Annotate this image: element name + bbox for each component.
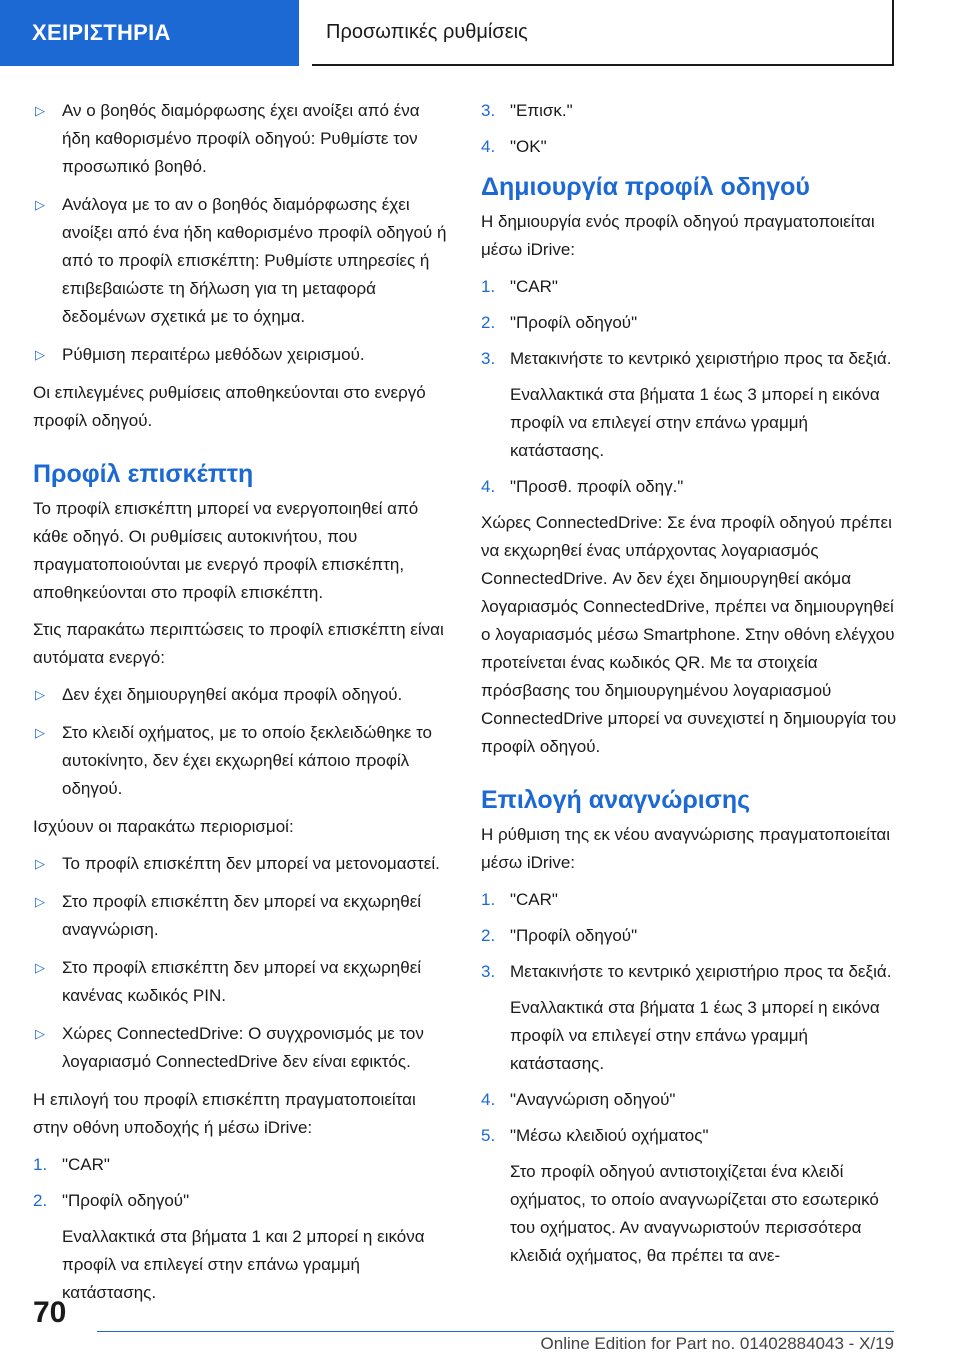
step-number: 3. <box>481 101 496 120</box>
paragraph: Ισχύουν οι παρακάτω περιορισμοί: <box>33 817 294 836</box>
step-item <box>33 1187 451 1215</box>
bullet-text: Στο κλειδί οχήματος, με το οποίο ξεκλειδώθηκε το αυτοκίνητο, δεν έχει εκχωρηθεί κάποιο προφίλ οδηγού. <box>62 723 433 798</box>
bullet-text: Χώρες ConnectedDrive: Ο συγχρονισμός με τον λογαριασμό ConnectedDrive δεν είναι εφικτός. <box>62 1024 424 1071</box>
bullet-text: Στο προφίλ επισκέπτη δεν μπορεί να εκχωρηθεί κανένας κωδικός PIN. <box>62 958 422 1005</box>
triangle-right-icon: ▷ <box>35 197 45 212</box>
step-text: Μετακινήστε το κεντρικό χειριστήριο προς τα δεξιά. <box>510 349 892 368</box>
triangle-right-icon: ▷ <box>35 856 45 871</box>
step-item <box>481 1122 897 1150</box>
list-item <box>33 341 451 369</box>
triangle-right-icon: ▷ <box>35 960 45 975</box>
step-number: 2. <box>33 1191 48 1210</box>
triangle-right-icon: ▷ <box>35 725 45 740</box>
step-note: Εναλλακτικά στα βήματα 1 έως 3 μπορεί η εικόνα προφίλ να επιλεγεί στην επάνω γραμμή κατάστασης. <box>510 385 880 460</box>
list-item <box>33 719 451 803</box>
step-number: 4. <box>481 137 496 156</box>
step-item <box>481 473 897 501</box>
step-number: 1. <box>481 890 496 909</box>
triangle-right-icon: ▷ <box>35 1026 45 1041</box>
step-item <box>33 1151 451 1179</box>
paragraph: Η επιλογή του προφίλ επισκέπτη πραγματοποιείται στην οθόνη υποδοχής ή μέσω iDrive: <box>33 1090 416 1137</box>
step-item <box>481 97 897 125</box>
step-number: 3. <box>481 349 496 368</box>
step-text: "Προφίλ οδηγού" <box>510 926 638 945</box>
footer-divider <box>97 1331 894 1332</box>
step-item <box>481 922 897 950</box>
step-item <box>481 886 897 914</box>
step-text: "Προφίλ οδηγού" <box>62 1191 190 1210</box>
step-text: "OK" <box>510 137 547 156</box>
right-column <box>481 97 897 1278</box>
step-text: Μετακινήστε το κεντρικό χειριστήριο προς τα δεξιά. <box>510 962 892 981</box>
bullet-text: Το προφίλ επισκέπτη δεν μπορεί να μετονομαστεί. <box>62 854 440 873</box>
section-heading-guest-profile: Προφίλ επισκέπτη <box>33 460 254 488</box>
step-item <box>481 133 897 161</box>
page-number: 70 <box>33 1296 67 1329</box>
triangle-right-icon: ▷ <box>35 103 45 118</box>
step-text: "CAR" <box>510 890 558 909</box>
step-item <box>481 958 897 986</box>
section-heading-create-profile: Δημιουργία προφίλ οδηγού <box>481 173 810 201</box>
step-number: 1. <box>33 1155 48 1174</box>
list-item <box>33 681 451 709</box>
step-text: "Μέσω κλειδιού οχήματος" <box>510 1126 709 1145</box>
paragraph: Χώρες ConnectedDrive: Σε ένα προφίλ οδηγού πρέπει να εκχωρηθεί ένας υπάρχοντας λογαριασμός ConnectedDrive. Αν δεν έχει δημιουργηθεί ακόμα λογαριασμός ConnectedDrive, πρέπει να δημιουργηθεί ο λογαριασμός μέσω Smartphone. Στην οθόνη ελέγχου προτείνεται ένας κωδικός QR. Με τα στοιχεία πρόσβασης του δημιουργημένου λογαριασμού ConnectedDrive μπορεί να συνεχιστεί η δημιουργία του προφίλ οδηγού. <box>481 513 897 756</box>
list-item <box>33 191 451 331</box>
step-text: "Προφίλ οδηγού" <box>510 313 638 332</box>
step-text: "Επισκ." <box>510 101 573 120</box>
list-item <box>33 954 451 1010</box>
paragraph: Η ρύθμιση της εκ νέου αναγνώρισης πραγματοποιείται μέσω iDrive: <box>481 825 891 872</box>
list-item <box>33 1020 451 1076</box>
section-tab: ΧΕΙΡΙΣΤΗΡΙΑ <box>0 0 299 66</box>
step-item <box>481 273 897 301</box>
step-text: "CAR" <box>62 1155 110 1174</box>
step-item <box>481 345 897 373</box>
list-item <box>33 888 451 944</box>
step-number: 3. <box>481 962 496 981</box>
step-item <box>481 1086 897 1114</box>
step-number: 2. <box>481 926 496 945</box>
step-text: "Αναγνώριση οδηγού" <box>510 1090 676 1109</box>
bullet-text: Αν ο βοηθός διαμόρφωσης έχει ανοίξει από ένα ήδη καθορισμένο προφίλ οδηγού: Ρυθμίστε τον προσωπικό βοηθό. <box>62 101 420 176</box>
step-note: Εναλλακτικά στα βήματα 1 και 2 μπορεί η εικόνα προφίλ να επιλεγεί στην επάνω γραμμή κατάστασης. <box>62 1227 425 1302</box>
page-title: Προσωπικές ρυθμίσεις <box>312 0 894 66</box>
bullet-text: Ρύθμιση περαιτέρω μεθόδων χειρισμού. <box>62 345 365 364</box>
step-number: 5. <box>481 1126 496 1145</box>
paragraph: Οι επιλεγμένες ρυθμίσεις αποθηκεύονται στο ενεργό προφίλ οδηγού. <box>33 383 426 430</box>
step-note: Στο προφίλ οδηγού αντιστοιχίζεται ένα κλειδί οχήματος, το οποίο αναγνωρίζεται στο εσωτερικό του οχήματος. Αν αναγνωριστούν περισσότερα κλειδιά οχήματος, θα πρέπει τα ανε- <box>510 1162 879 1265</box>
step-number: 4. <box>481 1090 496 1109</box>
section-heading-recognition: Επιλογή αναγνώρισης <box>481 786 751 814</box>
step-number: 2. <box>481 313 496 332</box>
bullet-text: Στο προφίλ επισκέπτη δεν μπορεί να εκχωρηθεί αναγνώριση. <box>62 892 422 939</box>
bullet-text: Δεν έχει δημιουργηθεί ακόμα προφίλ οδηγού. <box>62 685 403 704</box>
list-item <box>33 850 451 878</box>
step-number: 4. <box>481 477 496 496</box>
triangle-right-icon: ▷ <box>35 687 45 702</box>
paragraph: Στις παρακάτω περιπτώσεις το προφίλ επισκέπτη είναι αυτόματα ενεργό: <box>33 620 444 667</box>
paragraph: Το προφίλ επισκέπτη μπορεί να ενεργοποιηθεί από κάθε οδηγό. Οι ρυθμίσεις αυτοκινήτου, που πραγματοποιούνται με ενεργό προφίλ επισκέπτη, αποθηκεύονται στο προφίλ επισκέπτη. <box>33 499 419 602</box>
step-text: "Προσθ. προφίλ οδηγ." <box>510 477 684 496</box>
list-item <box>33 97 451 181</box>
step-note: Εναλλακτικά στα βήματα 1 έως 3 μπορεί η εικόνα προφίλ να επιλεγεί στην επάνω γραμμή κατάστασης. <box>510 998 880 1073</box>
left-column <box>33 97 451 1315</box>
triangle-right-icon: ▷ <box>35 347 45 362</box>
step-item <box>481 309 897 337</box>
bullet-text: Ανάλογα με το αν ο βοηθός διαμόρφωσης έχει ανοίξει από ένα ήδη καθορισμένο προφίλ οδηγού ή από το προφίλ επισκέπτη: Ρυθμίστε υπηρεσίες ή επιβεβαιώστε τη δήλωση για τη μεταφορά δεδομένων σχετικά με το όχημα. <box>62 195 447 326</box>
step-number: 1. <box>481 277 496 296</box>
paragraph: Η δημιουργία ενός προφίλ οδηγού πραγματοποιείται μέσω iDrive: <box>481 212 875 259</box>
step-text: "CAR" <box>510 277 558 296</box>
edition-footer: Online Edition for Part no. 01402884043 - X/19 <box>540 1334 894 1353</box>
triangle-right-icon: ▷ <box>35 894 45 909</box>
